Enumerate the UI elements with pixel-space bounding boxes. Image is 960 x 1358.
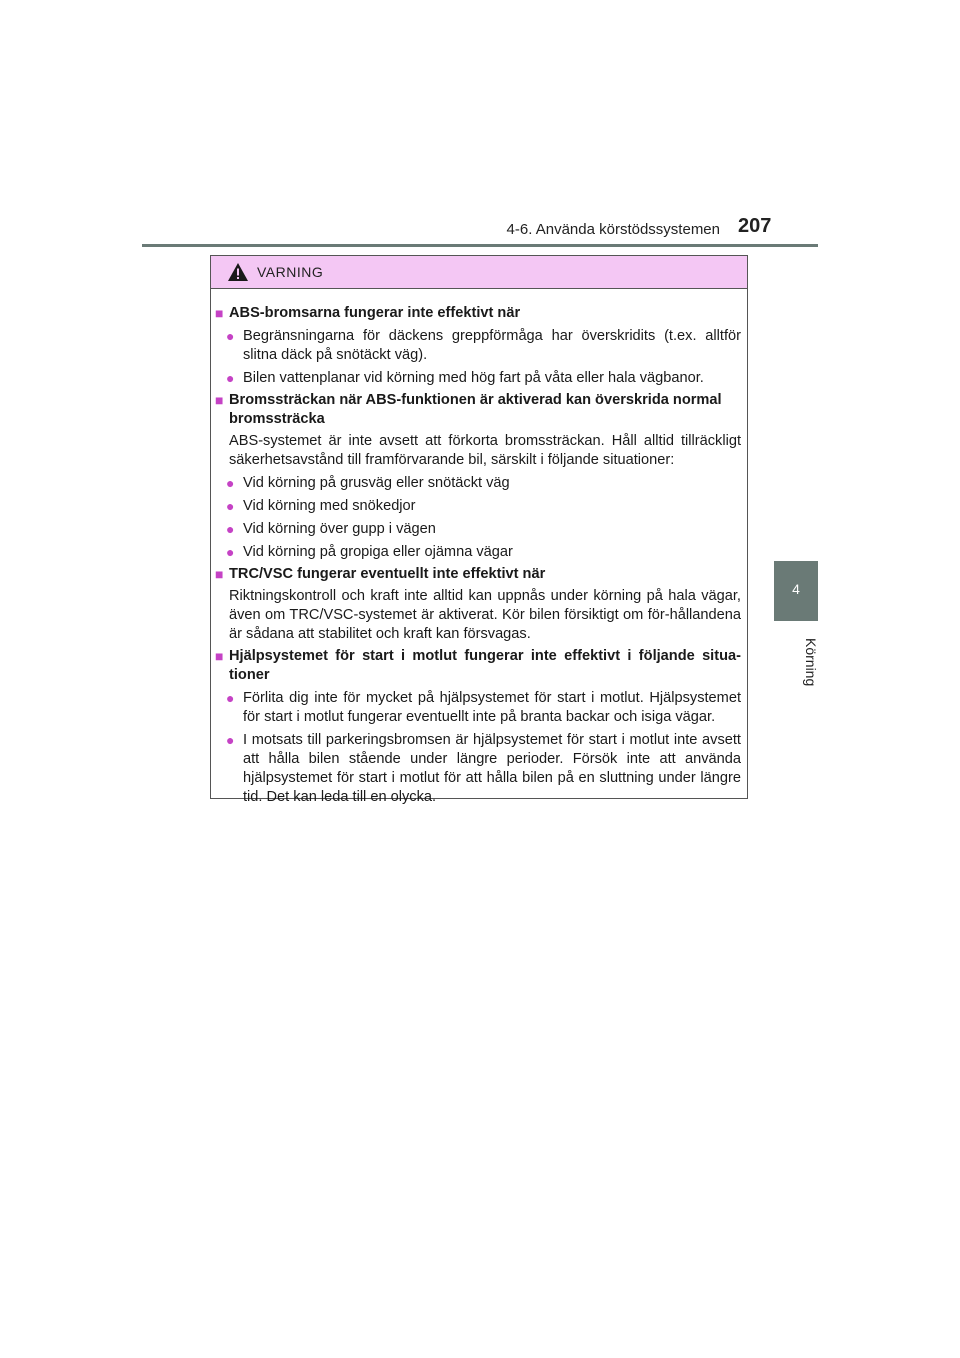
section-abs <box>215 304 741 388</box>
section-trc-vsc <box>215 565 741 644</box>
section-text: ABS-systemet är inte avsett att förkorta bromssträckan. Håll alltid tillräckligt säkerhetsavstånd till framförvarande bil, särskilt i följande situationer: <box>229 433 741 468</box>
square-bullet-icon: ■ <box>215 305 224 321</box>
circle-bullet-icon: ● <box>226 328 235 344</box>
list-item: ● Vid körning över gupp i vägen <box>226 521 436 537</box>
circle-bullet-icon: ● <box>226 544 235 560</box>
header-rule <box>142 244 818 247</box>
square-bullet-icon: ■ <box>215 648 224 664</box>
warning-title: VARNING <box>257 264 324 280</box>
section-text: Riktningskontroll och kraft inte alltid kan uppnås under körning på hala vägar, även om TRC/VSC-systemet är aktiverat. Kör bilen försiktigt om för-hållandena är sådana att stabilitet och kraft kan försvagas. <box>229 588 741 642</box>
circle-bullet-icon: ● <box>226 498 235 514</box>
section-heading: Hjälpsystemet för start i motlut fungerar inte effektivt i följande situa-tioner <box>229 648 741 683</box>
page-number: 207 <box>738 215 772 237</box>
chapter-tab <box>774 561 818 621</box>
list-item: ● Vid körning på gropiga eller ojämna vägar <box>226 544 513 560</box>
list-item: ● Begränsningarna för däckens greppförmåga har överskridits (t.ex. alltför slitna däck på snötäckt väg). <box>226 328 741 363</box>
section-hill-start <box>215 647 741 807</box>
list-item: ● Vid körning på grusväg eller snötäckt väg <box>226 475 510 491</box>
warning-body <box>211 289 747 807</box>
list-item: ● Förlita dig inte för mycket på hjälpsystemet för start i motlut. Hjälpsystemet för start i motlut fungerar eventuellt inte på branta backar och isiga vägar. <box>226 690 741 725</box>
circle-bullet-icon: ● <box>226 732 235 748</box>
warning-box <box>210 255 748 805</box>
square-bullet-icon: ■ <box>215 566 224 582</box>
warning-triangle-icon <box>227 262 249 282</box>
chapter-label: Körning <box>803 637 819 687</box>
section-heading: ABS-bromsarna fungerar inte effektivt när <box>229 305 521 321</box>
section-title: 4-6. Använda körstödssystemen <box>506 221 720 238</box>
section-heading: TRC/VSC fungerar eventuellt inte effektivt när <box>229 566 546 582</box>
circle-bullet-icon: ● <box>226 521 235 537</box>
section-braking-distance <box>215 391 741 562</box>
warning-header <box>211 256 747 289</box>
circle-bullet-icon: ● <box>226 370 235 386</box>
chapter-number: 4 <box>792 581 800 597</box>
square-bullet-icon: ■ <box>215 392 224 408</box>
list-item: ● Bilen vattenplanar vid körning med hög fart på våta eller hala vägbanor. <box>226 370 704 386</box>
circle-bullet-icon: ● <box>226 690 235 706</box>
section-heading: Bromssträckan när ABS-funktionen är aktiverad kan överskrida normal bromssträcka <box>229 392 722 427</box>
circle-bullet-icon: ● <box>226 475 235 491</box>
list-item: ● I motsats till parkeringsbromsen är hjälpsystemet för start i motlut inte avsett att hålla bilen stående under längre perioder. Försök inte att använda hjälpsystemet för start i motlut för att hålla bilen på en sluttning under längre tid. Det kan leda till en olycka. <box>226 732 741 805</box>
list-item: ● Vid körning med snökedjor <box>226 498 416 514</box>
